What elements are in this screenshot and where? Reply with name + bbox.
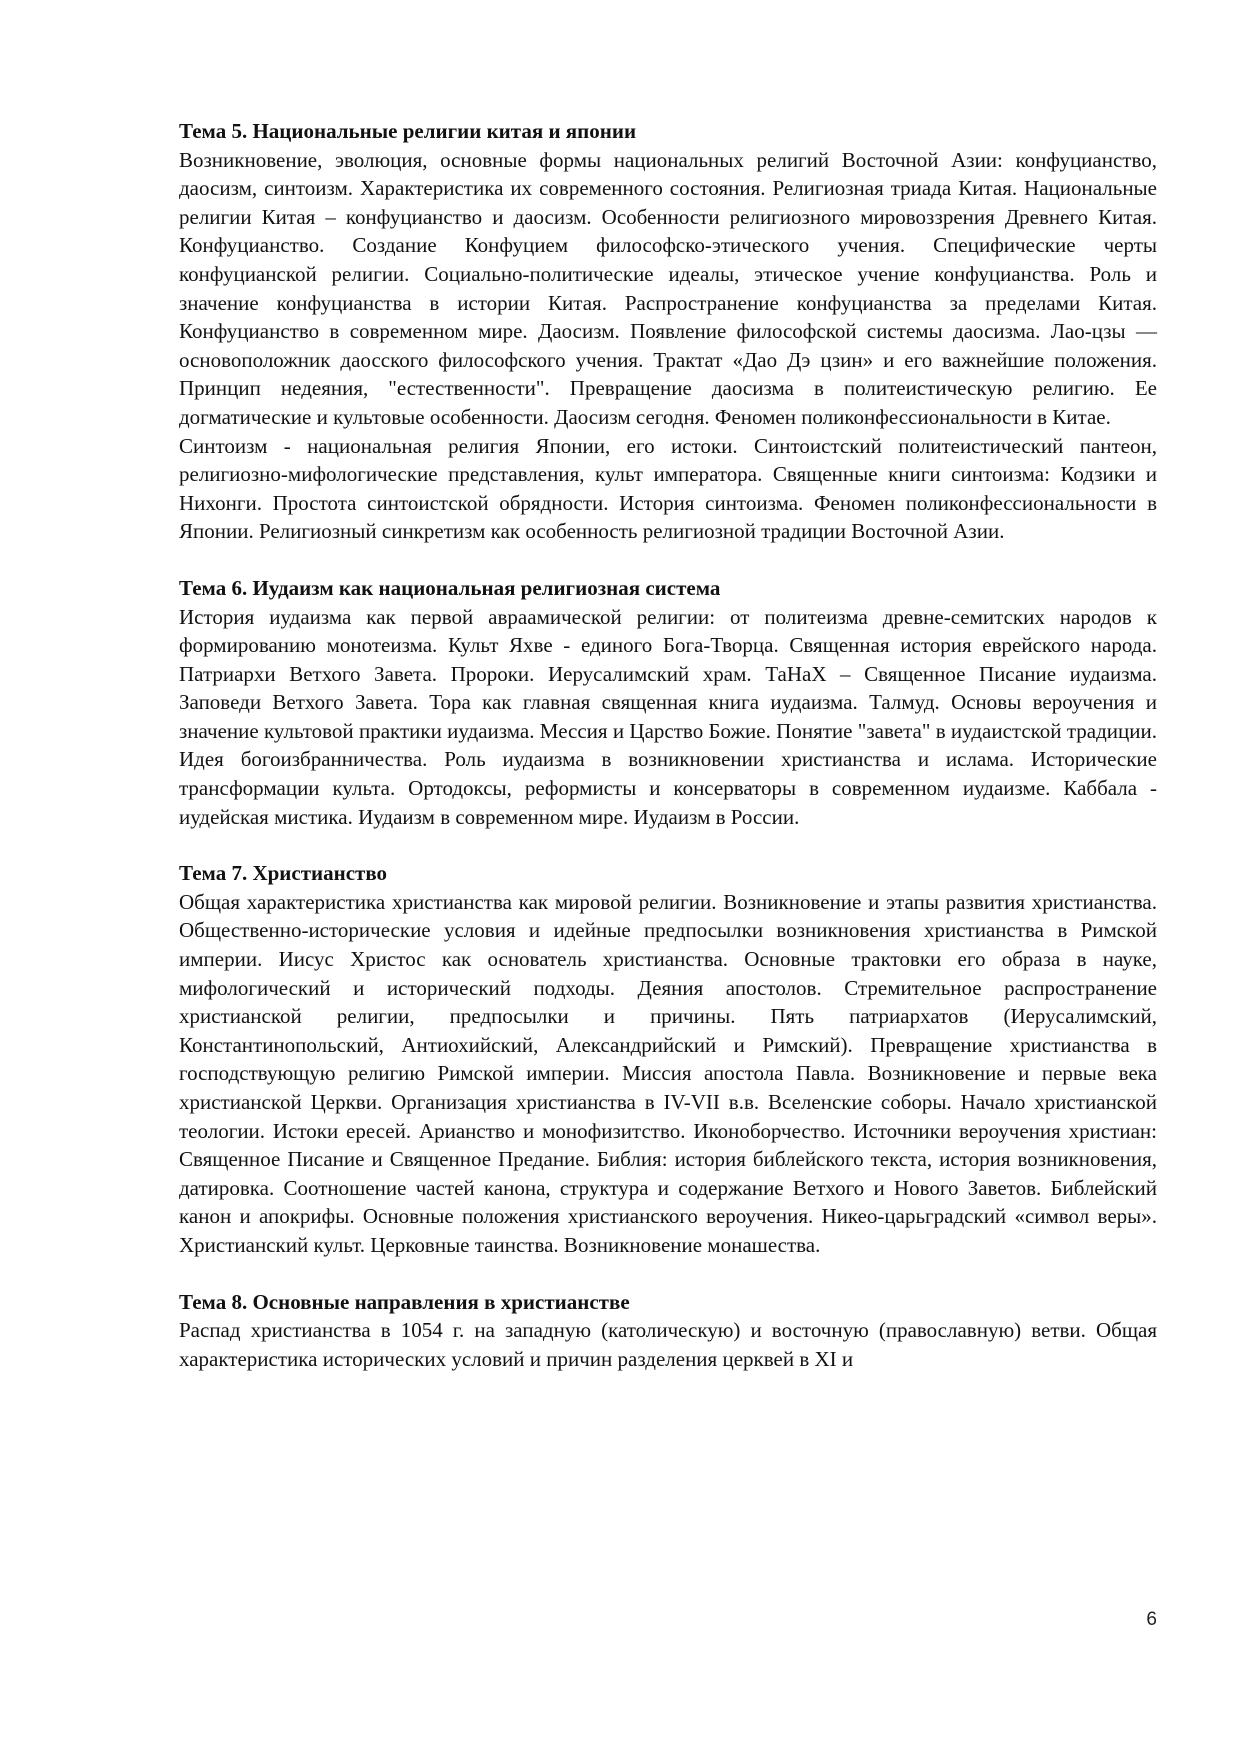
section-title: Тема 6. Иудаизм как национальная религиозная система [179,575,721,600]
document-body [179,117,1157,1401]
section-paragraph: Распад христианства в 1054 г. на западную (католическую) и восточную (православную) ветви. Общая характеристика исторических условий и причин разделения церквей в XI и [179,1318,1157,1371]
section-topic-6 [179,574,1157,831]
section-topic-7 [179,859,1157,1259]
section-paragraph: Синтоизм - национальная религия Японии, его истоки. Синтоистский политеистический пантеон, религиозно-мифологические представления, культ императора. Священные книги синтоизма: Кодзики и Нихонги. Простота синтоистской обрядности. История синтоизма. Феномен поликонфессиональности в Японии. Религиозный синкретизм как особенность религиозной традиции Восточной Азии. [179,433,1157,544]
section-paragraph: Возникновение, эволюция, основные формы национальных религий Восточной Азии: конфуцианство, даосизм, синтоизм. Характеристика их современного состояния. Религиозная триада Китая. Национальные религии Китая – конфуцианство и даосизм. Особенности религиозного мировоззрения Древнего Китая. Конфуцианство. Создание Конфуцием философско-этического учения. Специфические черты конфуцианской религии. Социально-политические идеалы, этическое учение конфуцианства. Роль и значение конфуцианства в истории Китая. Распространение конфуцианства за пределами Китая. Конфуцианство в современном мире. Даосизм. Появление философской системы даосизма. Лао-цзы — основоположник даосского философского учения. Трактат «Дао Дэ цзин» и его важнейшие положения. Принцип недеяния, "естественности". Превращение даосизма в политеистическую религию. Ее догматические и культовые особенности. Даосизм сегодня. Феномен поликонфессиональности в Китае. [179,147,1157,429]
section-title: Тема 8. Основные направления в христианстве [179,1289,630,1314]
section-topic-5 [179,117,1157,546]
page-number: 6 [1146,1609,1157,1630]
section-topic-8 [179,1288,1157,1374]
section-paragraph: История иудаизма как первой авраамической религии: от политеизма древне-семитских народов к формированию монотеизма. Культ Яхве - единого Бога-Творца. Священная история еврейского народа. Патриархи Ветхого Завета. Пророки. Иерусалимский храм. ТаНаХ – Священное Писание иудаизма. Заповеди Ветхого Завета. Тора как главная священная книга иудаизма. Талмуд. Основы вероучения и значение культовой практики иудаизма. Мессия и Царство Божие. Понятие "завета" в иудаистской традиции. Идея богоизбранничества. Роль иудаизма в возникновении христианства и ислама. Исторические трансформации культа. Ортодоксы, реформисты и консерваторы в современном иудаизме. Каббала - иудейская мистика. Иудаизм в современном мире. Иудаизм в России. [179,604,1157,829]
section-title: Тема 5. Национальные религии китая и японии [179,119,637,143]
section-title: Тема 7. Христианство [179,861,388,886]
section-paragraph: Общая характеристика христианства как мировой религии. Возникновение и этапы развития христианства. Общественно-исторические условия и идейные предпосылки возникновения христианства в Римской империи. Иисус Христос как основатель христианства. Основные трактовки его образа в науке, мифологический и исторический подходы. Деяния апостолов. Стремительное распространение христианской религии, предпосылки и причины. Пять патриархатов (Иерусалимский, Константинопольский, Антиохийский, Александрийский и Римский). Превращение христианства в господствующую религию Римской империи. Миссия апостола Павла. Возникновение и первые века христианской Церкви. Организация христианства в IV-VII в.в. Вселенские соборы. Начало христианской теологии. Истоки ересей. Арианство и монофизитство. Иконоборчество. Источники вероучения христиан: Священное Писание и Священное Предание. Библия: история библейского текста, история возникновения, датировка. Соотношение частей канона, структура и содержание Ветхого и Нового Заветов. Библейский канон и апокрифы. Основные положения христианского вероучения. Никео-царьградский «символ веры». Христианский культ. Церковные таинства. Возникновение монашества. [179,889,1157,1257]
